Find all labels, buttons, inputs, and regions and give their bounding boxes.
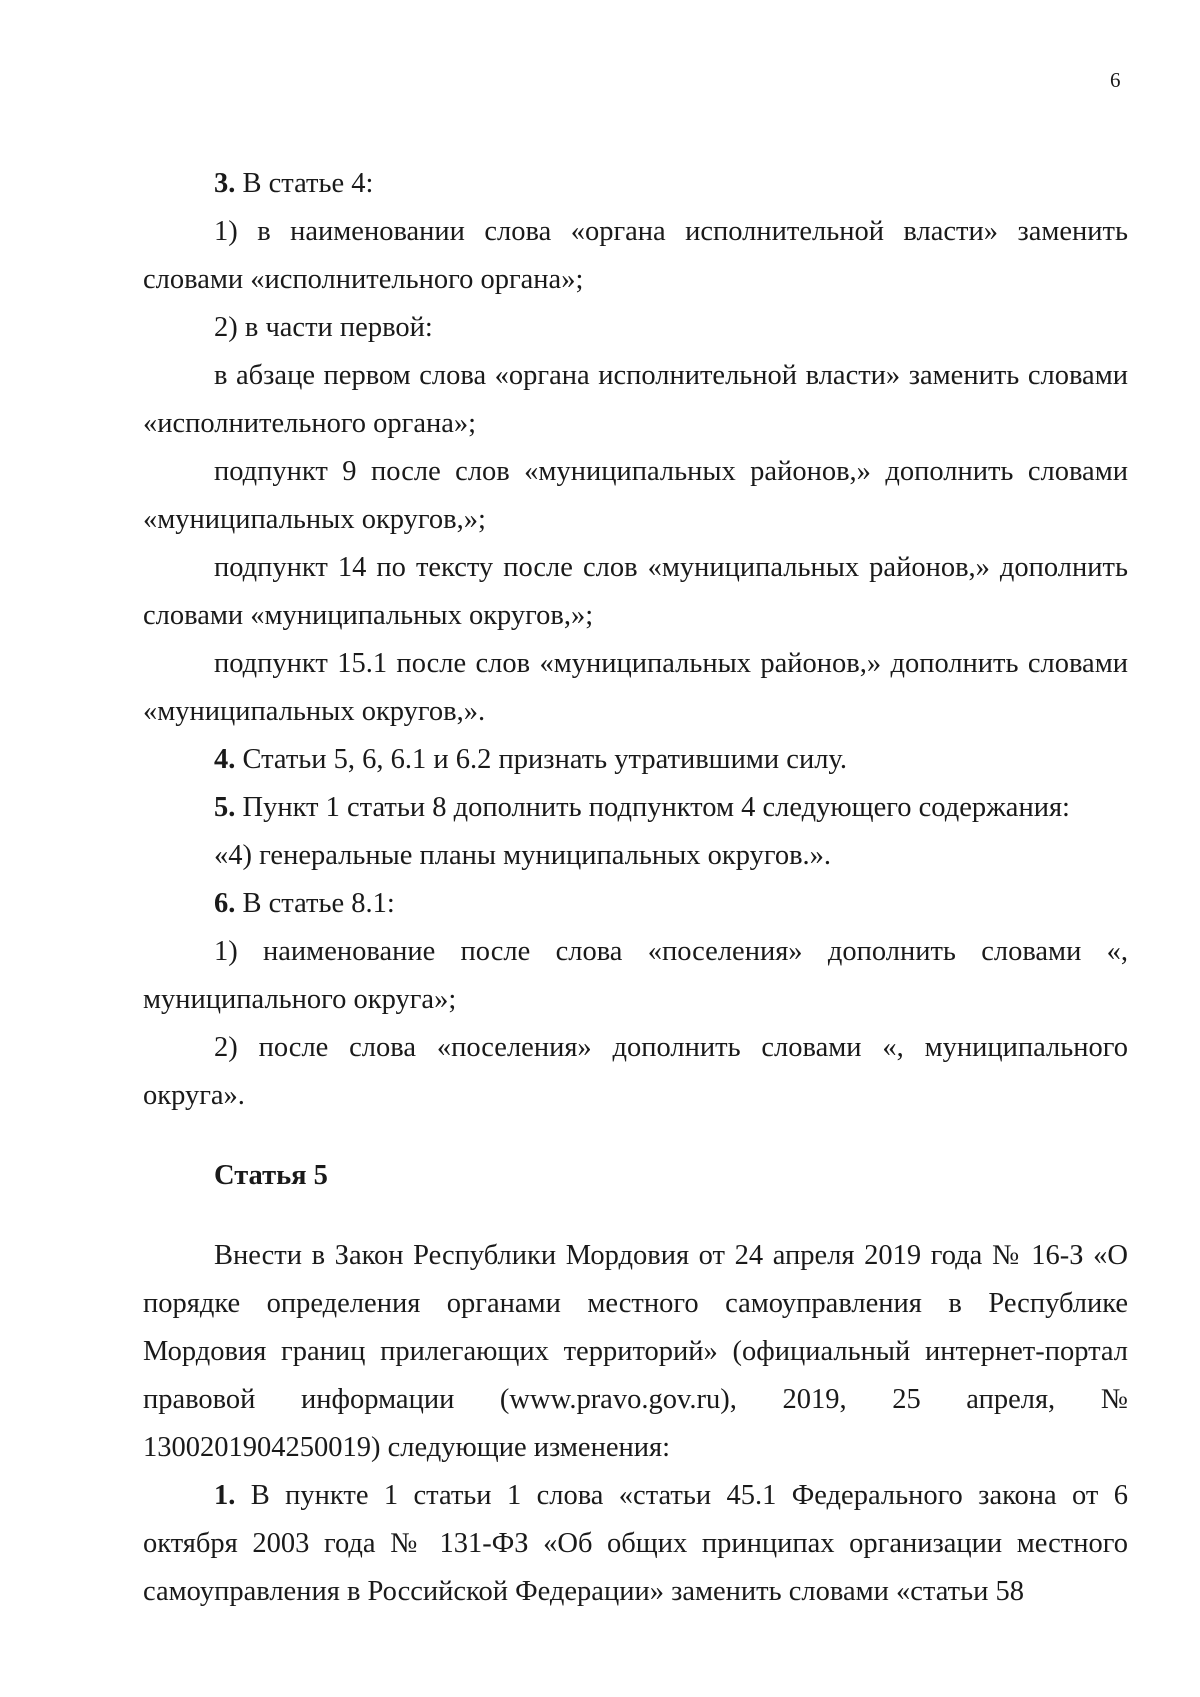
paragraph-subitem-2: 2) в части первой:: [214, 312, 433, 343]
paragraph-item-4: [143, 736, 1128, 784]
paragraph-text: Статьи 5, 6, 6.1 и 6.2 признать утратившими силу.: [235, 744, 847, 775]
paragraph-quoted-subpoint-4: «4) генеральные планы муниципальных округов.».: [214, 840, 832, 871]
item-number: 5.: [214, 792, 236, 823]
item-number: 6.: [214, 888, 236, 919]
paragraph-item-3: [143, 160, 1128, 208]
paragraph-text: В статье 8.1:: [235, 888, 395, 919]
paragraph-text: Пункт 1 статьи 8 дополнить подпунктом 4 следующего содержания:: [235, 792, 1070, 823]
paragraph-subitem-1-naming: 1) наименование после слова «поселения» дополнить словами «, муниципального округа»;: [143, 936, 1128, 1015]
document-body: [143, 160, 1128, 1616]
paragraph-first-abzac: в абзаце первом слова «органа исполнительной власти» заменить словами «исполнительного органа»;: [143, 360, 1128, 439]
paragraph-subpoint-14: подпункт 14 по тексту после слов «муниципальных районов,» дополнить словами «муниципальных округов,»;: [143, 552, 1128, 631]
paragraph-subpoint-9: подпункт 9 после слов «муниципальных районов,» дополнить словами «муниципальных округов,»;: [143, 456, 1128, 535]
item-number: 1.: [214, 1480, 236, 1511]
paragraph-text: В статье 4:: [235, 168, 374, 199]
item-number: 3.: [214, 168, 236, 199]
paragraph-item-5: [143, 784, 1128, 832]
item-number: 4.: [214, 744, 236, 775]
article-heading: Статья 5: [214, 1160, 328, 1191]
paragraph-subitem-1: 1) в наименовании слова «органа исполнительной власти» заменить словами «исполнительного органа»;: [143, 216, 1128, 295]
page-number: 6: [1110, 68, 1121, 92]
paragraph-subpoint-15-1: подпункт 15.1 после слов «муниципальных районов,» дополнить словами «муниципальных округов,».: [143, 648, 1128, 727]
paragraph-article-5-intro: Внести в Закон Республики Мордовия от 24 апреля 2019 года № 16-З «О порядке определения органами местного самоуправления в Республике Мордовия границ прилегающих территорий» (официальный интернет-портал правовой информации (www.pravo.gov.ru), 2019, 25 апреля, № 1300201904250019) следующие изменения:: [143, 1240, 1128, 1463]
paragraph-text: В пункте 1 статьи 1 слова «статьи 45.1 Федерального закона от 6 октября 2003 года № 131-ФЗ «Об общих принципах организации местного самоуправления в Российской Федерации» заменить словами «статьи 58: [143, 1480, 1128, 1607]
paragraph-item-6: [143, 880, 1128, 928]
paragraph-article-5-item-1: [143, 1472, 1128, 1616]
paragraph-subitem-2-after-word: 2) после слова «поселения» дополнить словами «, муниципального округа».: [143, 1032, 1128, 1111]
